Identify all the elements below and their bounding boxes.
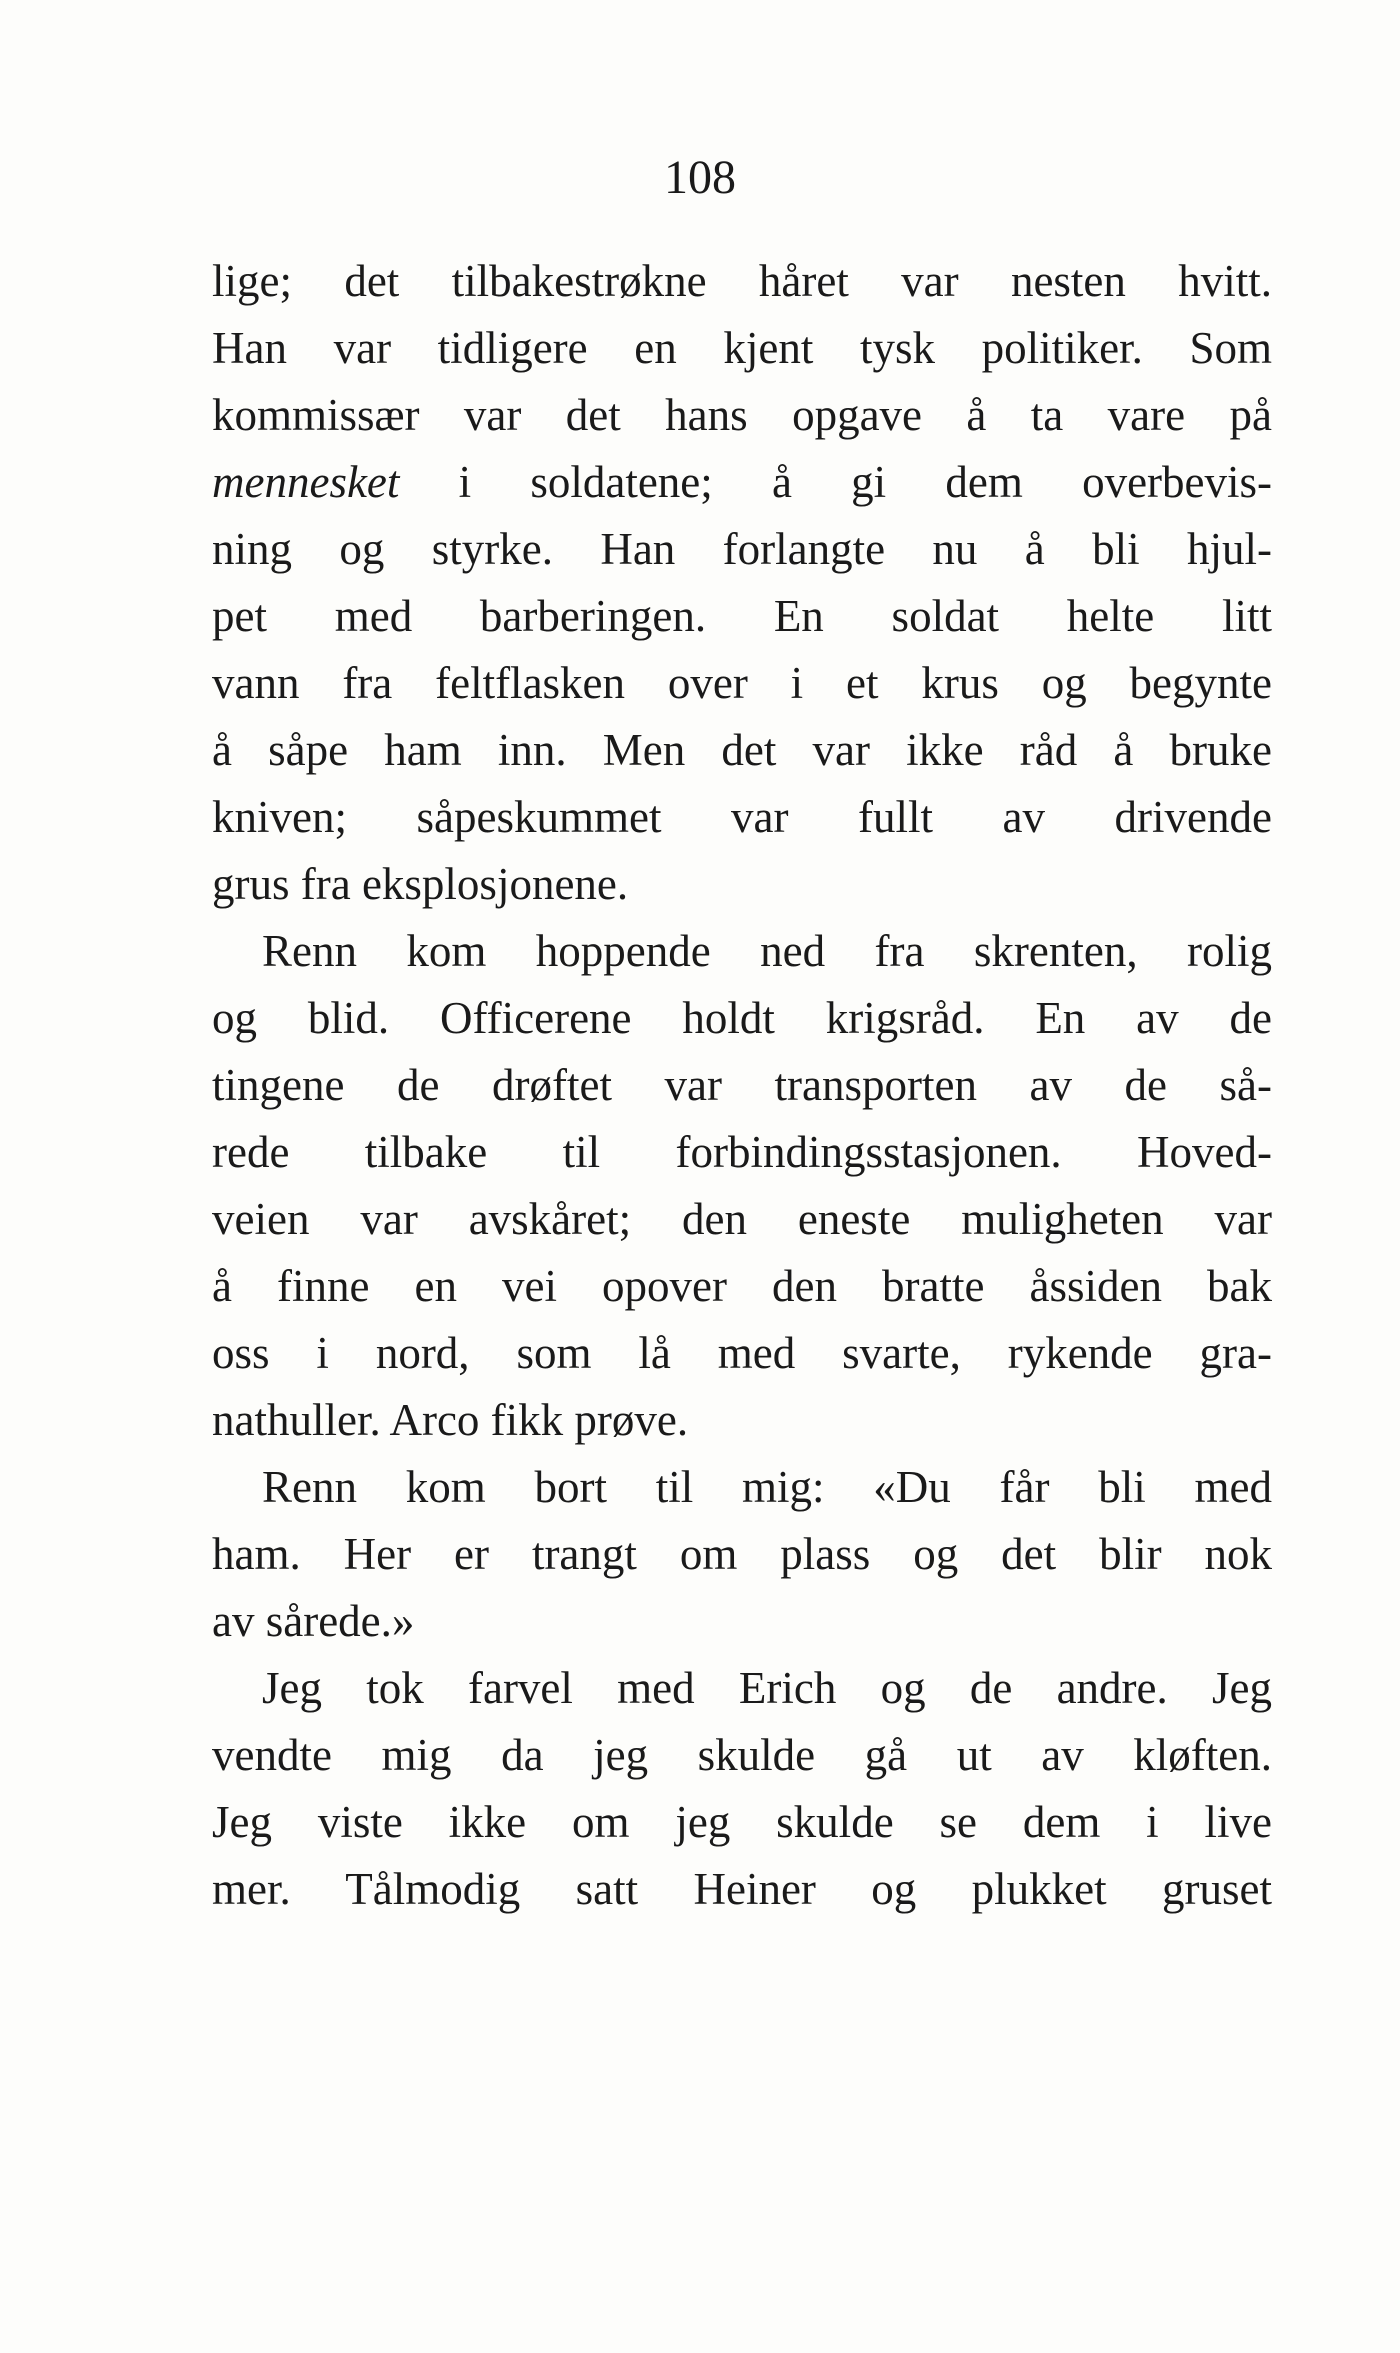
text-line: Jeg tok farvel med Erich og de andre. Jeg: [262, 1663, 1272, 1713]
text-line-rest: i soldatene; å gi dem overbevis-: [458, 457, 1273, 507]
text-line: pet med barberingen. En soldat helte litt: [212, 591, 1272, 641]
text-line: mer. Tålmodig satt Heiner og plukket gruset: [212, 1864, 1272, 1914]
text-line: kommissær var det hans opgave å ta vare på: [212, 390, 1272, 440]
text-line: nathuller. Arco fikk prøve.: [212, 1395, 689, 1445]
text-line: vendte mig da jeg skulde gå ut av kløften.: [212, 1730, 1272, 1780]
body-text: [212, 248, 1272, 1923]
text-line: rede tilbake til forbindingsstasjonen. Hoved-: [212, 1127, 1272, 1177]
text-line: veien var avskåret; den eneste muligheten var: [212, 1194, 1272, 1244]
text-line: Han var tidligere en kjent tysk politiker. Som: [212, 323, 1272, 373]
text-line: oss i nord, som lå med svarte, rykende gra-: [212, 1328, 1272, 1378]
text-line: ning og styrke. Han forlangte nu å bli hjul-: [212, 524, 1272, 574]
text-line: Renn kom hoppende ned fra skrenten, rolig: [262, 926, 1272, 976]
text-line: av sårede.»: [212, 1596, 415, 1646]
text-line: å såpe ham inn. Men det var ikke råd å bruke: [212, 725, 1272, 775]
text-line: [212, 449, 1272, 516]
text-line: kniven; såpeskummet var fullt av drivende: [212, 792, 1272, 842]
text-line: Jeg viste ikke om jeg skulde se dem i live: [212, 1797, 1272, 1847]
text-line: tingene de drøftet var transporten av de så-: [212, 1060, 1272, 1110]
text-line: lige; det tilbakestrøkne håret var nesten hvitt.: [212, 256, 1272, 306]
text-line: ham. Her er trangt om plass og det blir nok: [212, 1529, 1272, 1579]
emphasized-word: mennesket: [212, 457, 400, 507]
text-line: vann fra feltflasken over i et krus og begynte: [212, 658, 1272, 708]
text-line: og blid. Officerene holdt krigsråd. En av de: [212, 993, 1272, 1043]
page-number: 108: [664, 151, 736, 204]
text-line: å finne en vei opover den bratte åssiden bak: [212, 1261, 1272, 1311]
text-line: grus fra eksplosjonene.: [212, 859, 629, 909]
text-line: Renn kom bort til mig: «Du får bli med: [262, 1462, 1272, 1512]
